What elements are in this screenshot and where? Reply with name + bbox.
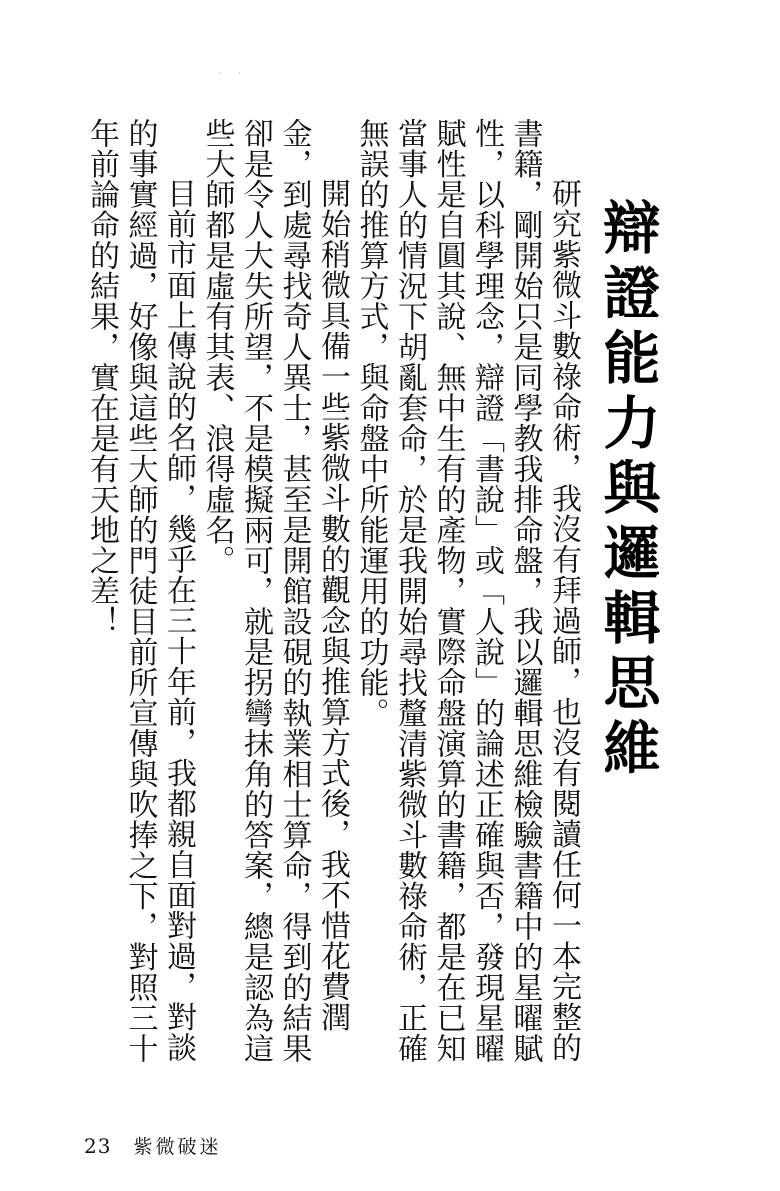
chapter-title: 辯證能力與邏輯思維: [594, 198, 661, 783]
page-number: 23: [84, 1134, 112, 1158]
paragraph-1: 研究紫微斗數祿命術，我沒有拜過師，也沒有閱讀任何一本完整的書籍，剛開始只是同學教我排命盤，我以邏輯思維檢驗書籍中的星曜賦性，以科學理念，辯證「書說」或「人說」的論述正確與否，發現星曜賦性是自圓其說、無中生有的產物，實際命盤演算的書籍，都是在已知當事人的情況下胡亂套命，於是我開始尋找釐清紫微斗數祿命術，正確無誤的推算方式，與命盤中所能運用的功能。: [353, 118, 581, 1064]
body-text: [82, 118, 583, 1078]
running-book-title: 紫微破迷: [133, 1136, 222, 1158]
paragraph-3: 目前市面上傳說的名師，幾乎在三十年前，我都親自面對過，對談的事實經過，好像與這些大師的門徒目前所宣傳與吹捧之下，對照三十年前論命的結果，實在是有天地之差！: [84, 118, 196, 1064]
vertical-text-block: [82, 118, 663, 1078]
paragraph-2: 開始稍微具備一些紫微斗數的觀念與推算方式後，我不惜花費潤金，到處尋找奇人異士，甚至是開館設硯的執業相士算命，得到的結果卻是令人大失所望，不是模擬兩可，就是拐彎抹角的答案，總是認為這些大師都是虛有其表、浪得虛名。: [199, 118, 350, 1064]
scan-smudge: · ·: [218, 66, 248, 80]
page-footer: [84, 1132, 221, 1159]
